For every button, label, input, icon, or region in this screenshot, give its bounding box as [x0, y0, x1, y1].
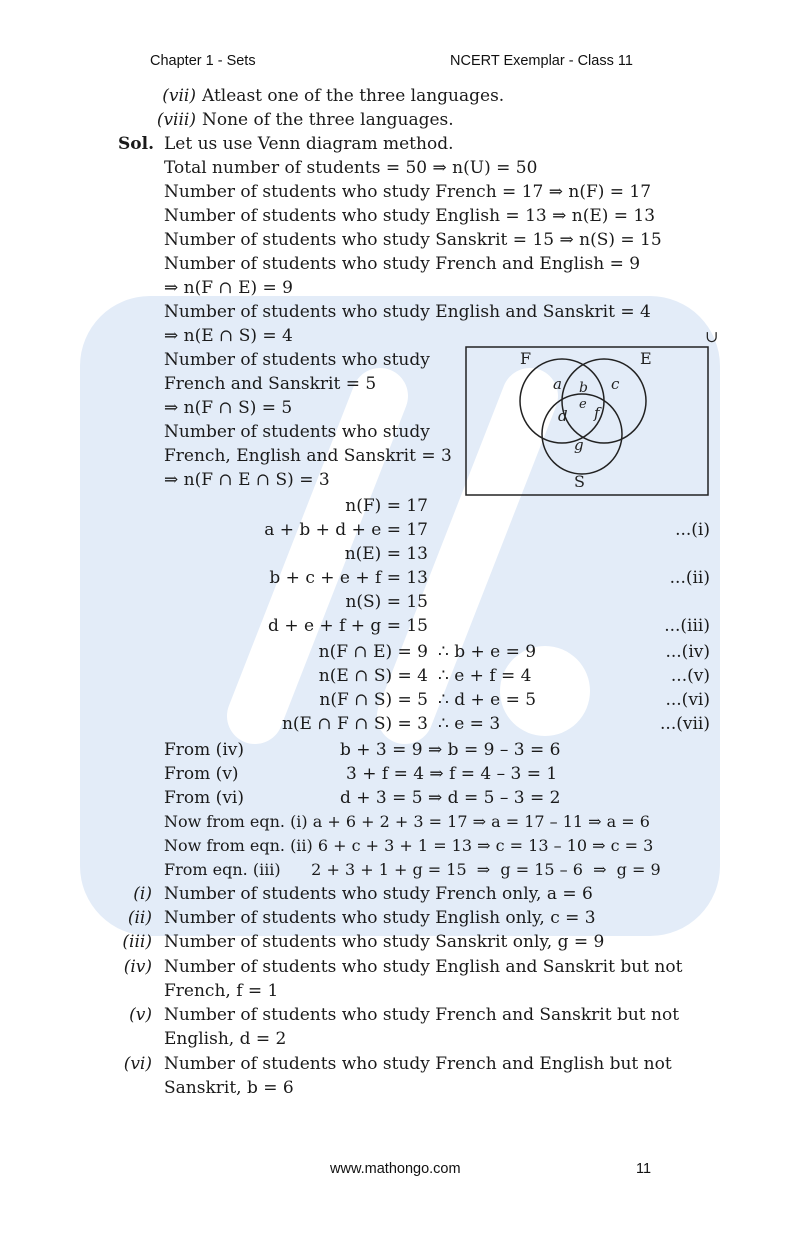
equation-rhs: ∴ e = 3: [438, 714, 501, 734]
answer-text: Number of students who study English and Sanskrit but not: [164, 957, 683, 977]
answer-text: Number of students who study French and English but not: [164, 1054, 672, 1074]
answer-label: (vi): [123, 1054, 152, 1074]
solution-line: French, English and Sanskrit = 3: [164, 446, 452, 466]
equation-solve-line: Now from eqn. (i) a + 6 + 2 + 3 = 17 ⇒ a = 17 – 11 ⇒ a = 6: [164, 812, 650, 831]
footer-url: www.mathongo.com: [330, 1161, 461, 1177]
solution-line: Number of students who study: [164, 422, 430, 442]
answer-text: Number of students who study Sanskrit only, g = 9: [164, 932, 605, 952]
region-b-label: b: [579, 380, 588, 396]
solution-line: ⇒ n(F ∩ E) = 9: [164, 278, 293, 298]
region-f-label: f: [594, 404, 600, 422]
solution-line: Let us use Venn diagram method.: [164, 134, 454, 154]
equation-lhs: d + e + f + g = 15: [268, 616, 428, 636]
solution-line: French and Sanskrit = 5: [164, 374, 377, 394]
equation-tag: ...(iii): [664, 616, 710, 636]
option-text: Atleast one of the three languages.: [202, 86, 505, 106]
equation-lhs: n(F ∩ E) = 9: [318, 642, 428, 662]
region-g-label: g: [574, 436, 584, 454]
equation-lhs: n(E) = 13: [344, 544, 428, 564]
equation-tag: ...(v): [670, 666, 710, 686]
page-number: 11: [636, 1161, 652, 1177]
universal-set-box: [466, 347, 708, 495]
answer-label: (ii): [127, 908, 152, 928]
region-c-label: c: [611, 375, 620, 393]
set-s-label: S: [574, 472, 585, 491]
equation-tag: ...(vi): [665, 690, 710, 710]
equation-solve-line: From eqn. (iii) 2 + 3 + 1 + g = 15 ⇒ g = 15 – 6 ⇒ g = 9: [164, 860, 661, 879]
equation-tag: ...(ii): [669, 568, 710, 588]
solution-line: Number of students who study French = 17 ⇒ n(F) = 17: [164, 182, 652, 202]
solution-line: Number of students who study English = 13 ⇒ n(E) = 13: [164, 206, 656, 226]
equation-tag: ...(i): [675, 520, 710, 540]
answer-text: French, f = 1: [164, 981, 279, 1001]
equation-lhs: a + b + d + e = 17: [264, 520, 428, 540]
derivation-work: 3 + f = 4 ⇒ f = 4 – 3 = 1: [346, 764, 558, 784]
region-a-label: a: [553, 375, 562, 393]
answer-label: (i): [133, 884, 152, 904]
solution-line: Number of students who study English and Sanskrit = 4: [164, 302, 651, 322]
derivation-work: b + 3 = 9 ⇒ b = 9 – 3 = 6: [340, 740, 561, 760]
set-e-label: E: [640, 349, 652, 368]
set-f-label: F: [520, 349, 532, 368]
option-text: None of the three languages.: [202, 110, 454, 130]
equation-tag: ...(iv): [665, 642, 710, 662]
equation-rhs: ∴ d + e = 5: [438, 690, 537, 710]
header-chapter: Chapter 1 - Sets: [150, 53, 256, 69]
header-book: NCERT Exemplar - Class 11: [450, 53, 633, 69]
answer-text: Number of students who study French only, a = 6: [164, 884, 593, 904]
solution-line: ⇒ n(F ∩ E ∩ S) = 3: [164, 470, 330, 490]
answer-label: (iii): [122, 932, 152, 952]
equation-lhs: b + c + e + f = 13: [269, 568, 428, 588]
derivation-work: d + 3 = 5 ⇒ d = 5 – 3 = 2: [340, 788, 561, 808]
derivation-from: From (iv): [164, 740, 244, 760]
derivation-from: From (vi): [164, 788, 244, 808]
equation-rhs: ∴ b + e = 9: [438, 642, 537, 662]
equation-lhs: n(E ∩ S) = 4: [318, 666, 428, 686]
answer-text: Number of students who study French and Sanskrit but not: [164, 1005, 680, 1025]
solution-line: Number of students who study French and English = 9: [164, 254, 641, 274]
solution-line: ⇒ n(E ∩ S) = 4: [164, 326, 293, 346]
equation-lhs: n(S) = 15: [345, 592, 428, 612]
region-e-label: e: [579, 397, 587, 412]
solution-label: Sol.: [118, 134, 154, 154]
region-d-label: d: [558, 407, 568, 425]
equation-tag: ...(vii): [660, 714, 710, 734]
equation-rhs: ∴ e + f = 4: [438, 666, 532, 686]
answer-label: (v): [129, 1005, 152, 1025]
solution-line: Number of students who study: [164, 350, 430, 370]
answer-label: (iv): [123, 957, 152, 977]
answer-text: Number of students who study English only, c = 3: [164, 908, 596, 928]
universe-label: ∪: [705, 327, 719, 346]
option-label: (viii): [156, 110, 196, 130]
option-label: (vii): [162, 86, 196, 106]
venn-diagram: [465, 327, 719, 500]
answer-text: Sanskrit, b = 6: [164, 1078, 294, 1098]
equation-lhs: n(F ∩ S) = 5: [319, 690, 428, 710]
derivation-from: From (v): [164, 764, 239, 784]
equation-solve-line: Now from eqn. (ii) 6 + c + 3 + 1 = 13 ⇒ c = 13 – 10 ⇒ c = 3: [164, 836, 654, 855]
solution-line: Total number of students = 50 ⇒ n(U) = 50: [164, 158, 538, 178]
solution-line: Number of students who study Sanskrit = 15 ⇒ n(S) = 15: [164, 230, 662, 250]
solution-line: ⇒ n(F ∩ S) = 5: [164, 398, 293, 418]
equation-lhs: n(F) = 17: [345, 496, 428, 516]
answer-text: English, d = 2: [164, 1029, 287, 1049]
equation-lhs: n(E ∩ F ∩ S) = 3: [281, 714, 428, 734]
